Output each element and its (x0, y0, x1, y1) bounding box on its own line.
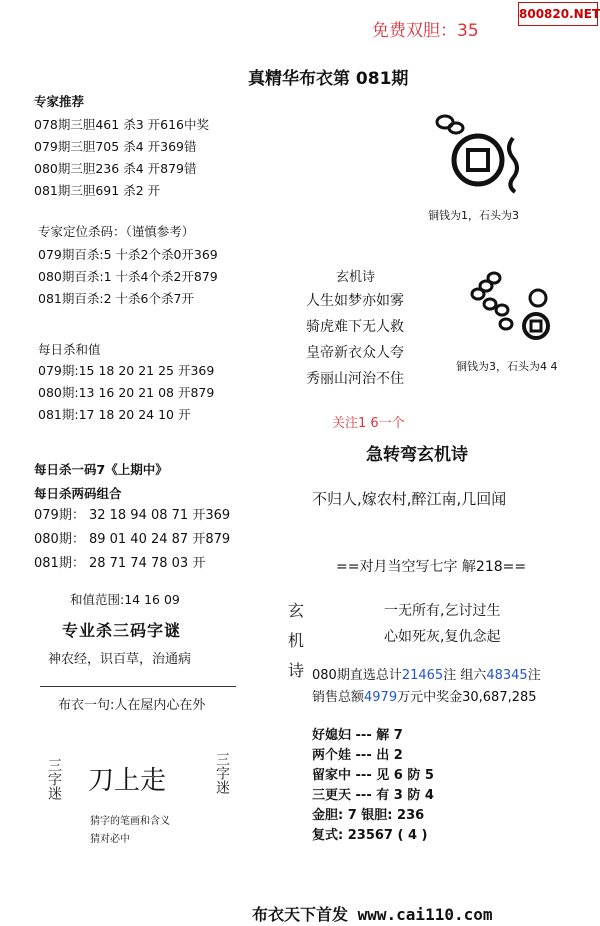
answer-line: 金胆: 7 银胆: 236 (312, 808, 425, 823)
stats-line-2-suffix: 万元中奖金30,687,285 (397, 690, 537, 705)
riddle-side-label-left: 三字迷 (46, 758, 62, 800)
mystic-poem (306, 288, 404, 392)
expert-line: 081期三胆691 杀2 开 (34, 183, 161, 198)
divider (40, 686, 236, 687)
daily-two-line: 080期： 89 01 40 24 87 开879 (34, 532, 231, 547)
daily-sum-list (38, 360, 214, 426)
daily-two-list (34, 504, 230, 576)
daily-two-line: 081期： 28 71 74 78 03 开 (34, 556, 206, 571)
couplet: ==对月当空写七字 解218== (336, 559, 527, 575)
stats-line-1-suffix: 注 (527, 668, 541, 683)
sharp-turn-text: 不归人,嫁农村,醉江南,几回闻 (312, 490, 507, 508)
three-riddle-title: 专业杀三码字谜 (62, 621, 182, 640)
buyi-saying: 布衣一句:人在屋内心在外 (58, 698, 206, 713)
daily-sum-line: 079期:15 18 20 21 25 开369 (38, 363, 215, 378)
expert-list (34, 114, 209, 202)
coin-stone-image-2 (466, 268, 556, 348)
mystic-poem-line: 皇帝新衣众人夸 (306, 345, 404, 361)
stats-line-1-prefix: 080期直选总计 (312, 668, 402, 683)
coin-stone-image-1 (418, 98, 528, 198)
stone-chain-icon (472, 273, 512, 329)
riddle-main: 刀上走 (88, 766, 167, 796)
xuanji-char: 诗 (288, 661, 305, 680)
three-riddle-text: 神农经，识百草，治通病 (48, 652, 192, 667)
mystic-poem-line: 人生如梦亦如雾 (306, 293, 404, 309)
stats-direct-total: 21465 (401, 668, 444, 683)
riddle-hint-1: 猜字的笔画和含义 (90, 816, 170, 827)
stats-line-2 (312, 686, 537, 705)
coin-icon (530, 290, 546, 306)
daily-two-header: 每日杀两码组合 (34, 486, 122, 501)
expert-line: 078期三胆461 杀3 开616中奖 (34, 117, 209, 132)
position-kill-header: 专家定位杀码：（谨慎参考） (38, 224, 195, 239)
coin-caption-1: 铜钱为1，石头为3 (428, 209, 519, 222)
stone-chain-icon (509, 138, 517, 192)
answer-line: 好媳妇 --- 解 7 (312, 728, 403, 743)
answer-line: 三更天 --- 有 3 防 4 (312, 788, 434, 803)
footer[interactable]: 布衣天下首发 www.cai110.com (252, 905, 493, 924)
answers-list (312, 726, 434, 846)
stone-icon (437, 116, 463, 133)
position-kill-list (38, 244, 218, 310)
xuanji-label (288, 596, 304, 686)
xuanji-line-2: 心如死灰,复仇念起 (384, 629, 501, 645)
stats-line-1 (312, 664, 541, 683)
mystic-poem-line: 骑虎难下无人救 (306, 319, 404, 335)
daily-kill-one: 每日杀一码7《上期中》 (34, 462, 168, 477)
mystic-poem-line: 秀丽山河治不住 (306, 371, 404, 387)
site-badge[interactable]: 800820.NET (518, 2, 598, 26)
xuanji-char: 玄 (288, 601, 305, 620)
riddle-hint-2: 猜对必中 (90, 834, 130, 845)
free-pair-banner: 免费双胆：35 (372, 21, 479, 41)
daily-two-line: 079期： 32 18 94 08 71 开369 (34, 508, 231, 523)
mystic-poem-title: 玄机诗 (336, 270, 376, 285)
answer-line: 留家中 --- 见 6 防 5 (312, 768, 434, 783)
daily-sum-line: 081期:17 18 20 24 10 开 (38, 407, 191, 422)
sum-range: 和值范围:14 16 09 (70, 592, 180, 607)
xuanji-line-1: 一无所有,乞讨过生 (384, 603, 501, 619)
follow-text: 关注1 6一个 (332, 416, 405, 431)
expert-line: 080期三胆236 杀4 开879错 (34, 161, 197, 176)
answer-line: 两个娃 --- 出 2 (312, 748, 403, 763)
page-title: 真精华布衣第 081期 (248, 69, 409, 89)
expert-header: 专家推荐 (34, 94, 85, 109)
daily-sum-header: 每日杀和值 (38, 342, 101, 357)
coin-icon (524, 314, 548, 338)
coin-caption-2: 铜钱为3，石头为4 4 (456, 360, 558, 373)
answer-line: 复式: 23567 ( 4 ) (312, 828, 428, 843)
stats-group-six-total: 48345 (486, 668, 528, 683)
coin-icon (454, 136, 502, 184)
position-kill-line: 080期百杀:1 十杀4个杀2开879 (38, 269, 218, 284)
expert-line: 079期三胆705 杀4 开369错 (34, 139, 197, 154)
stats-sales-total: 4979 (364, 690, 398, 705)
stats-line-1-mid: 注 组六 (443, 668, 487, 683)
riddle-side-label-right: 三字迷 (214, 752, 230, 794)
stats-line-2-prefix: 销售总额 (312, 690, 365, 705)
position-kill-line: 079期百杀:5 十杀2个杀0开369 (38, 247, 218, 262)
daily-sum-line: 080期:13 16 20 21 08 开879 (38, 385, 215, 400)
xuanji-char: 机 (288, 631, 305, 650)
position-kill-line: 081期百杀:2 十杀6个杀7开 (38, 291, 194, 306)
sharp-turn-title: 急转弯玄机诗 (366, 445, 468, 465)
